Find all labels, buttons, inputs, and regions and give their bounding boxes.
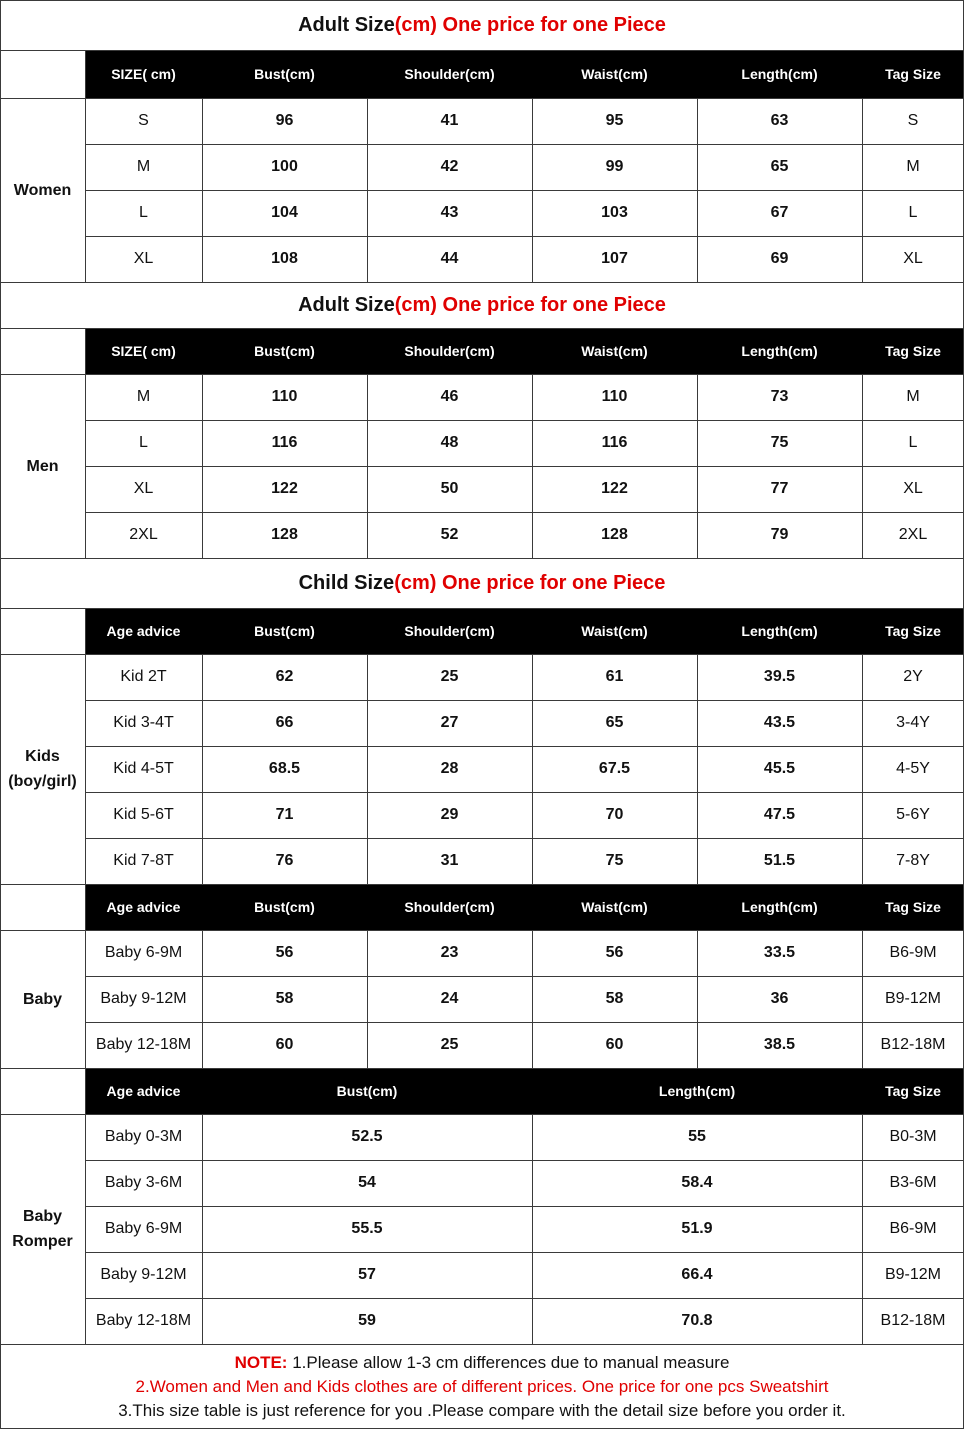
measurement-value: 52.5: [351, 1128, 383, 1145]
section-title-prefix: Adult Size: [298, 13, 395, 36]
size-label: Baby 6-9M: [104, 1220, 183, 1237]
group-label-line: Baby: [22, 1208, 63, 1225]
column-header: Waist(cm): [581, 899, 648, 915]
measurement-value: 66: [275, 714, 294, 731]
measurement-value: 95: [605, 112, 624, 129]
size-label: 2XL: [129, 526, 158, 543]
tag-size: B9-12M: [884, 1266, 942, 1283]
column-header: Tag Size: [885, 899, 941, 915]
tag-size: B9-12M: [884, 990, 942, 1007]
column-header: Length(cm): [741, 623, 818, 639]
measurement-value: 76: [275, 852, 294, 869]
group-label-line: Baby: [22, 990, 63, 1008]
measurement-value: 23: [440, 944, 459, 961]
tag-size: L: [908, 204, 918, 221]
grid-line-h: [85, 1206, 964, 1207]
size-label: Kid 2T: [120, 668, 167, 685]
section-title: [0, 282, 964, 328]
measurement-value: 56: [275, 944, 294, 961]
section-title-prefix: Adult Size: [298, 293, 395, 316]
grid-line-v: [532, 98, 533, 282]
grid-line-v: [202, 930, 203, 1068]
measurement-value: 70: [605, 806, 624, 823]
measurement-value: 107: [601, 250, 628, 267]
size-label: XL: [133, 250, 154, 267]
grid-line-v: [202, 374, 203, 558]
column-header: Shoulder(cm): [404, 899, 495, 915]
grid-line-v: [85, 1068, 86, 1344]
measurement-value: 61: [605, 668, 624, 685]
column-header: Bust(cm): [254, 623, 315, 639]
measurement-value: 104: [271, 204, 298, 221]
tag-size: M: [906, 388, 920, 405]
tag-size: 3-4Y: [896, 714, 930, 731]
column-header-size: SIZE( cm): [111, 343, 176, 359]
grid-line-v: [202, 98, 203, 282]
column-header: Tag Size: [885, 343, 941, 359]
grid-line-h: [0, 0, 964, 1]
measurement-value: 108: [271, 250, 298, 267]
measurement-value: 63: [770, 112, 789, 129]
measurement-value: 67.5: [598, 760, 631, 777]
column-header: Shoulder(cm): [404, 66, 495, 82]
grid-line-v: [532, 374, 533, 558]
note-line-2: 2.Women and Men and Kids clothes are of different prices. One price for one pcs Sweatshirt: [135, 1377, 829, 1396]
measurement-value: 54: [358, 1174, 376, 1191]
measurement-value: 60: [605, 1036, 624, 1053]
measurement-value: 56: [605, 944, 624, 961]
measurement-value: 110: [601, 388, 628, 405]
tag-size: B6-9M: [889, 1220, 937, 1237]
column-header: Waist(cm): [581, 343, 648, 359]
column-header-size: SIZE( cm): [111, 66, 176, 82]
measurement-value: 68.5: [268, 760, 301, 777]
measurement-value: 36: [770, 990, 789, 1007]
measurement-value: 46: [440, 388, 459, 405]
grid-line-h: [0, 282, 964, 283]
size-label: Baby 6-9M: [104, 944, 183, 961]
measurement-value: 28: [440, 760, 459, 777]
measurement-value: 55: [688, 1128, 706, 1145]
measurement-value: 103: [601, 204, 628, 221]
measurement-value: 58: [275, 990, 294, 1007]
measurement-value: 43.5: [763, 714, 796, 731]
grid-line-v: [202, 654, 203, 884]
group-label: [0, 98, 85, 282]
measurement-value: 79: [770, 526, 789, 543]
grid-line-v: [532, 930, 533, 1068]
measurement-value: 45.5: [763, 760, 796, 777]
grid-line-h: [85, 746, 964, 747]
section-title: [0, 558, 964, 608]
measurement-value: 65: [605, 714, 624, 731]
grid-line-v: [202, 1114, 203, 1344]
group-label-line: Kids: [25, 748, 60, 765]
grid-line-v: [367, 98, 368, 282]
grid-line-h: [85, 792, 964, 793]
group-label: [0, 654, 85, 884]
tag-size: B3-6M: [889, 1174, 937, 1191]
tag-size: B12-18M: [880, 1312, 946, 1329]
size-label: L: [139, 434, 148, 451]
measurement-value: 44: [440, 250, 459, 267]
grid-line-v: [862, 374, 863, 558]
column-header: Tag Size: [885, 623, 941, 639]
grid-line-h: [85, 1252, 964, 1253]
column-header-size: Age advice: [106, 623, 181, 639]
grid-line-h: [85, 512, 964, 513]
grid-line-v: [85, 884, 86, 1068]
tag-size: S: [907, 112, 919, 129]
column-header: Shoulder(cm): [404, 343, 495, 359]
measurement-value: 38.5: [763, 1036, 796, 1053]
measurement-value: 51.5: [763, 852, 796, 869]
column-header: Length(cm): [658, 1083, 736, 1099]
column-header: Tag Size: [885, 66, 941, 82]
measurement-value: 27: [440, 714, 459, 731]
measurement-value: 65: [770, 158, 789, 175]
group-label: [0, 1114, 85, 1344]
measurement-value: 77: [770, 480, 789, 497]
tag-size: L: [908, 434, 918, 451]
size-label: Kid 5-6T: [113, 806, 174, 823]
size-label: Kid 3-4T: [113, 714, 174, 731]
measurement-value: 122: [601, 480, 628, 497]
size-label: Kid 7-8T: [113, 852, 174, 869]
note-label: NOTE:: [234, 1353, 288, 1372]
column-header: Waist(cm): [581, 66, 648, 82]
measurement-value: 75: [605, 852, 624, 869]
measurement-value: 24: [440, 990, 459, 1007]
measurement-value: 100: [271, 158, 298, 175]
grid-line-h: [85, 420, 964, 421]
tag-size: 7-8Y: [896, 852, 930, 869]
column-header: Tag Size: [885, 1083, 941, 1099]
measurement-value: 33.5: [763, 944, 796, 961]
measurement-value: 110: [271, 388, 298, 405]
group-label: [0, 930, 85, 1068]
tag-size: 5-6Y: [896, 806, 930, 823]
size-label: M: [136, 388, 151, 405]
measurement-value: 52: [440, 526, 459, 543]
size-label: Baby 12-18M: [95, 1036, 192, 1053]
group-label-line: Romper: [12, 1233, 73, 1250]
group-label: [0, 374, 85, 558]
section-title: [0, 0, 964, 50]
measurement-value: 66.4: [681, 1266, 713, 1283]
section-title-price-note: (cm) One price for one Piece: [394, 13, 666, 36]
measurement-value: 43: [440, 204, 459, 221]
measurement-value: 70.8: [681, 1312, 713, 1329]
section-title-price-note: (cm) One price for one Piece: [394, 571, 666, 594]
grid-line-h: [85, 144, 964, 145]
measurement-value: 39.5: [763, 668, 796, 685]
measurement-value: 55.5: [351, 1220, 383, 1237]
size-label: Baby 0-3M: [104, 1128, 183, 1145]
measurement-value: 128: [271, 526, 298, 543]
measurement-value: 128: [601, 526, 628, 543]
measurement-value: 50: [440, 480, 459, 497]
column-header: Shoulder(cm): [404, 623, 495, 639]
grid-line-h: [85, 466, 964, 467]
column-header-size: Age advice: [106, 899, 181, 915]
grid-line-h: [85, 1022, 964, 1023]
section-title-price-note: (cm) One price for one Piece: [394, 293, 666, 316]
size-label: Baby 3-6M: [104, 1174, 183, 1191]
measurement-value: 41: [440, 112, 459, 129]
measurement-value: 60: [275, 1036, 294, 1053]
grid-line-h: [85, 190, 964, 191]
measurement-value: 71: [275, 806, 294, 823]
column-header: Waist(cm): [581, 623, 648, 639]
tag-size: 2XL: [898, 526, 928, 543]
tag-size: B6-9M: [889, 944, 937, 961]
size-label: Baby 12-18M: [95, 1312, 192, 1329]
column-header: Length(cm): [741, 343, 818, 359]
measurement-value: 69: [770, 250, 789, 267]
column-header: Bust(cm): [254, 66, 315, 82]
tag-size: 4-5Y: [896, 760, 930, 777]
grid-line-h: [85, 976, 964, 977]
size-label: Kid 4-5T: [113, 760, 174, 777]
grid-line-v: [532, 1114, 533, 1344]
note-text-1: 1.Please allow 1-3 cm differences due to manual measure: [287, 1353, 730, 1372]
column-header: Length(cm): [741, 899, 818, 915]
measurement-value: 42: [440, 158, 459, 175]
grid-line-v: [85, 50, 86, 282]
tag-size: B0-3M: [889, 1128, 937, 1145]
grid-line-v: [697, 930, 698, 1068]
column-header: Length(cm): [741, 66, 818, 82]
size-label: Baby 9-12M: [100, 990, 187, 1007]
group-label-line: Men: [26, 457, 59, 475]
grid-line-v: [862, 654, 863, 884]
grid-line-v: [697, 98, 698, 282]
measurement-value: 29: [440, 806, 459, 823]
measurement-value: 31: [440, 852, 459, 869]
column-header: Bust(cm): [254, 899, 315, 915]
measurement-value: 51.9: [681, 1220, 713, 1237]
measurement-value: 47.5: [763, 806, 796, 823]
measurement-value: 59: [358, 1312, 376, 1329]
tag-size: B12-18M: [880, 1036, 946, 1053]
grid-line-v: [532, 654, 533, 884]
grid-line-v: [697, 654, 698, 884]
column-header: Bust(cm): [336, 1083, 398, 1099]
measurement-value: 58: [605, 990, 624, 1007]
grid-line-h: [0, 558, 964, 559]
measurement-value: 25: [440, 1036, 459, 1053]
grid-line-v: [697, 374, 698, 558]
group-label-line: Women: [13, 181, 72, 199]
column-header-size: Age advice: [106, 1083, 181, 1099]
size-label: Baby 9-12M: [100, 1266, 187, 1283]
tag-size: XL: [903, 480, 923, 497]
measurement-value: 25: [440, 668, 459, 685]
grid-line-h: [85, 236, 964, 237]
grid-line-v: [862, 930, 863, 1068]
grid-line-v: [367, 930, 368, 1068]
measurement-value: 122: [271, 480, 298, 497]
tag-size: 2Y: [903, 668, 923, 685]
tag-size: XL: [903, 250, 923, 267]
measurement-value: 96: [275, 112, 294, 129]
size-label: S: [138, 112, 149, 129]
column-header: Bust(cm): [254, 343, 315, 359]
grid-line-v: [862, 98, 863, 282]
measurement-value: 57: [358, 1266, 376, 1283]
measurement-value: 99: [605, 158, 624, 175]
grid-line-v: [85, 608, 86, 884]
grid-line-h: [0, 1344, 964, 1345]
grid-line-h: [85, 1160, 964, 1161]
measurement-value: 116: [271, 434, 298, 451]
grid-line-v: [367, 374, 368, 558]
note-line-3: 3.This size table is just reference for you .Please compare with the detail size before you order it.: [118, 1401, 846, 1420]
size-label: L: [139, 204, 148, 221]
note-line-1: [0, 1353, 964, 1373]
tag-size: M: [906, 158, 920, 175]
grid-line-h: [85, 838, 964, 839]
grid-line-v: [367, 654, 368, 884]
measurement-value: 75: [770, 434, 789, 451]
grid-line-h: [85, 1298, 964, 1299]
measurement-value: 48: [440, 434, 459, 451]
size-label: M: [136, 158, 151, 175]
grid-line-v: [0, 0, 1, 1429]
measurement-value: 58.4: [681, 1174, 713, 1191]
measurement-value: 116: [601, 434, 628, 451]
measurement-value: 62: [275, 668, 294, 685]
measurement-value: 73: [770, 388, 789, 405]
group-label-line: (boy/girl): [8, 773, 77, 790]
grid-line-v: [85, 328, 86, 558]
size-label: XL: [133, 480, 154, 497]
grid-line-h: [85, 700, 964, 701]
grid-line-v: [862, 1114, 863, 1344]
section-title-prefix: Child Size: [298, 571, 395, 594]
measurement-value: 67: [770, 204, 789, 221]
